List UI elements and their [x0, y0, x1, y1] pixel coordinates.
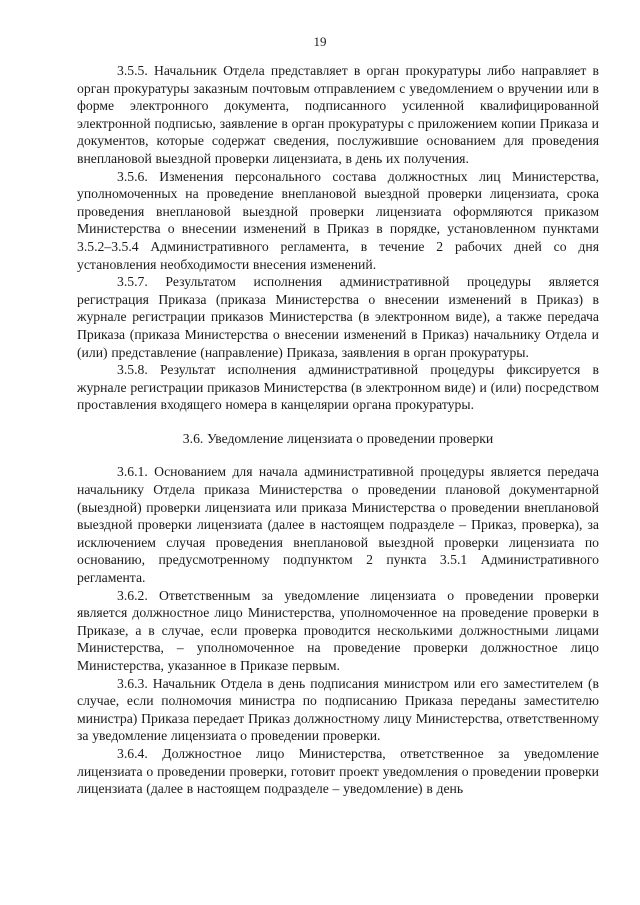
paragraph-3-5-5: 3.5.5. Начальник Отдела представляет в орган прокуратуры либо направляет в орган прокуратуры заказным почтовым отправлением с уведомлением о вручении или в форме электронного документа, подписанного усиленной квалифицированной электронной подписью, заявление в орган прокуратуры с приложением копии Приказа и документов, которые содержат сведения, послужившие основанием для проведения внеплановой выездной проверки лицензиата, в день их получения.: [77, 63, 599, 166]
page-number: 19: [313, 34, 327, 49]
paragraph-3-6-3: 3.6.3. Начальник Отдела в день подписания министром или его заместителем (в случае, если полномочия министра по подписанию Приказа переданы заместителю министра) Приказа передает Приказ должностному лицу Министерства, ответственному за уведомление лицензиата о проведении проверки.: [77, 675, 599, 744]
paragraph-3-5-7: 3.5.7. Результатом исполнения административной процедуры является регистрация Приказа (приказа Министерства о внесении изменений в Приказ) в журнале регистрации приказов Министерства (в электронном виде), а также передача Приказа (приказа Министерства о внесении изменений в Приказ) начальнику Отдела и (или) представление (направление) Приказа, заявления в орган прокуратуры.: [77, 274, 599, 360]
paragraph-3-5-6: 3.5.6. Изменения персонального состава должностных лиц Министерства, уполномоченных на проведение внеплановой выездной проверки лицензиата, срока проведения внеплановой выездной проверки лицензиата оформляются приказом Министерства о внесении изменений в Приказ в порядке, установленном пунктами 3.5.2–3.5.4 Административного регламента, в течение 2 рабочих дней со дня установления необходимости внесения изменений.: [77, 168, 599, 272]
document-body: [77, 62, 599, 798]
paragraph-3-6-4: 3.6.4. Должностное лицо Министерства, ответственное за уведомление лицензиата о проведении проверки, готовит проект уведомления о проведении проверки лицензиата (далее в настоящем подразделе – уведомление) в день: [77, 745, 599, 797]
paragraph-3-6-2: 3.6.2. Ответственным за уведомление лицензиата о проведении проверки является должностное лицо Министерства, уполномоченное на проведение проверки в Приказе, а в случае, если проверка проводится несколькими должностными лицами Министерства, – уполномоченное на проведение проверки должностное лицо Министерства, указанное в Приказе первым.: [77, 587, 599, 673]
paragraph-3-5-8: 3.5.8. Результат исполнения административной процедуры фиксируется в журнале регистрации приказов Министерства (в электронном виде) и (или) посредством проставления входящего номера в канцелярии органа прокуратуры.: [77, 362, 599, 413]
paragraph-3-6-1: 3.6.1. Основанием для начала административной процедуры является передача начальнику Отдела приказа Министерства о проведении плановой документарной (выездной) проверки лицензиата или приказа Министерства о проведении внеплановой выездной проверки лицензиата (далее в настоящем подразделе – Приказ, проверка), за исключением случая проведения внеплановой выездной проверки лицензиата по основанию, предусмотренному подпунктом 2 пункта 3.5.1 Административного регламента.: [77, 464, 599, 586]
section-heading: 3.6. Уведомление лицензиата о проведении проверки: [182, 430, 494, 446]
